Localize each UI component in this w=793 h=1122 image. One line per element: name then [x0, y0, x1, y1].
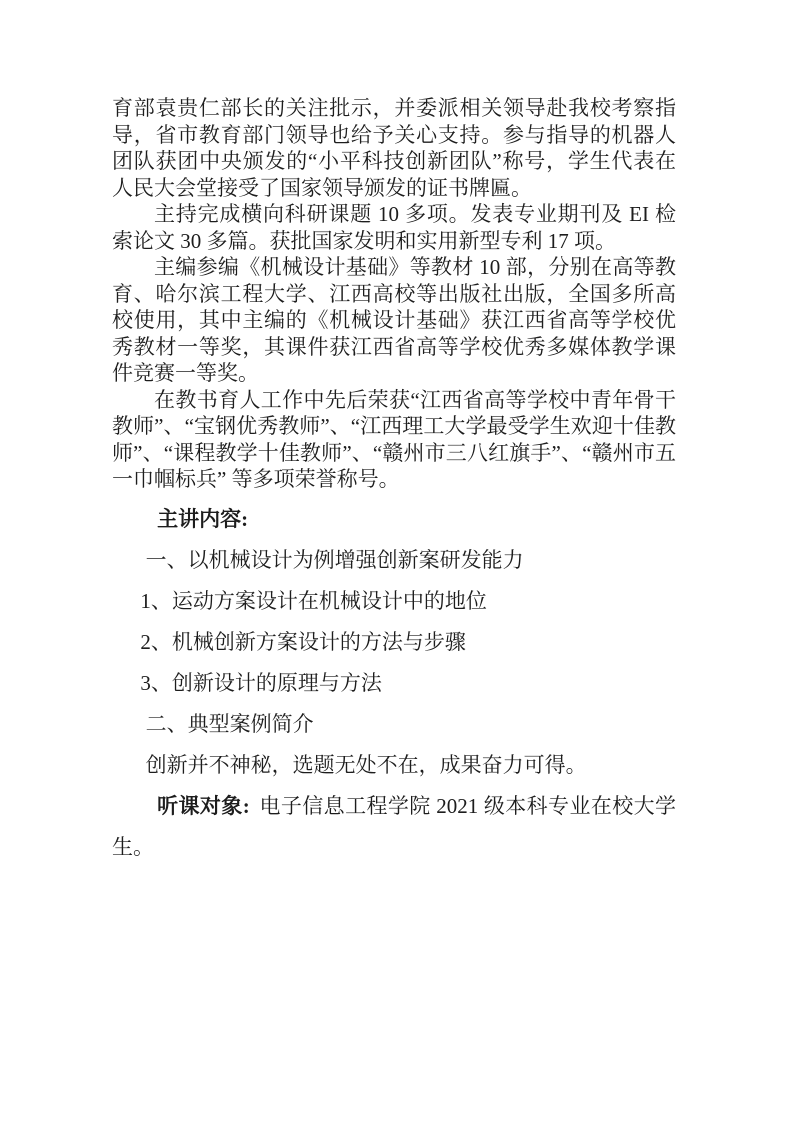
lecture-item-section-one: 一、以机械设计为例增强创新案研发能力: [145, 547, 524, 572]
paragraph-ministry-recognition: 育部袁贵仁部长的关注批示，并委派相关领导赴我校考察指导，省市教育部门领导也给予关心支持。参与指导的机器人团队获团中央颁发的“小平科技创新团队”称号，学生代表在人民大会堂接受了国家领导颁发的证书牌匾。: [112, 96, 676, 200]
paragraph-research-projects: 主持完成横向科研课题 10 多项。发表专业期刊及 EI 检索论文 30 多篇。获批国家发明和实用新型专利 17 项。: [112, 202, 676, 253]
audience-paragraph: [112, 786, 676, 868]
lecture-item-1: 1、运动方案设计在机械设计中的地位: [140, 588, 487, 613]
paragraph-teaching-honors: 在教书育人工作中先后荣获“江西省高等学校中青年骨干教师”、“宝钢优秀教师”、“江西理工大学最受学生欢迎十佳教师”、“课程教学十佳教师”、“赣州市三八红旗手”、“赣州市五一巾帼标兵” 等多项荣誉称号。: [112, 387, 676, 491]
lecture-item-closing-remark: 创新并不神秘，选题无处不在，成果奋力可得。: [145, 752, 587, 777]
lecture-item-2: 2、机械创新方案设计的方法与步骤: [140, 629, 466, 654]
audience-label: 听课对象:: [157, 793, 250, 818]
paragraph-textbooks: 主编参编《机械设计基础》等教材 10 部，分别在高等教育、哈尔滨工程大学、江西高校等出版社出版，全国多所高校使用，其中主编的《机械设计基础》获江西省高等学校优秀教材一等奖，其课件获江西省高等学校优秀多媒体教学课件竞赛一等奖。: [112, 255, 676, 385]
audience-text: 电子信息工程学院 2021 级本科专业在校大学生。: [112, 793, 676, 859]
document-text-block: [112, 95, 676, 868]
lecture-content-heading: 主讲内容:: [157, 506, 249, 531]
lecture-item-3: 3、创新设计的原理与方法: [140, 670, 382, 695]
lecture-item-section-two: 二、典型案例简介: [145, 711, 314, 736]
